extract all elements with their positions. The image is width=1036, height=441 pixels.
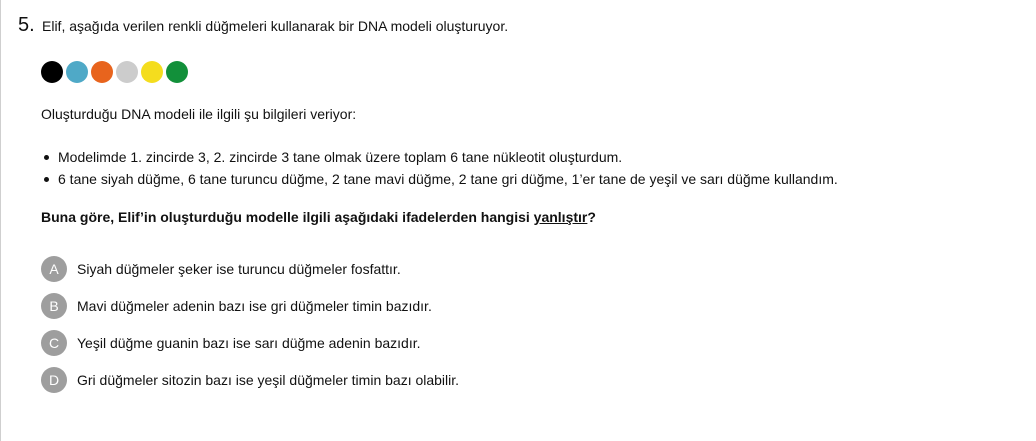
option-b[interactable] xyxy=(41,293,459,319)
list-item-text: Modelimde 1. zincirde 3, 2. zincirde 3 tane olmak üzere toplam 6 tane nükleotit oluşturdum. xyxy=(58,149,623,165)
blue-button-icon xyxy=(66,61,88,83)
green-button-icon xyxy=(166,61,188,83)
option-d[interactable] xyxy=(41,367,459,393)
yellow-button-icon xyxy=(141,61,163,83)
prompt-text: Buna göre, Elif’in oluşturduğu modelle ilgili aşağıdaki ifadelerden hangisi xyxy=(41,209,534,225)
orange-button-icon xyxy=(91,61,113,83)
question-prompt xyxy=(41,209,596,225)
black-button-icon xyxy=(41,61,63,83)
bullet-icon xyxy=(44,155,49,160)
question-header xyxy=(18,14,1016,37)
option-letter-badge[interactable]: A xyxy=(41,256,67,282)
option-text[interactable]: Siyah düğmeler şeker ise turuncu düğmeler fosfattır. xyxy=(77,261,401,277)
option-c[interactable] xyxy=(41,330,459,356)
gray-button-icon xyxy=(116,61,138,83)
option-letter-badge[interactable]: D xyxy=(41,367,67,393)
prompt-emphasis: yanlıştır xyxy=(533,209,588,225)
color-buttons xyxy=(41,61,188,83)
question-number: 5. xyxy=(18,14,35,36)
bullet-icon xyxy=(44,177,49,182)
list-item-text: 6 tane siyah düğme, 6 tane turuncu düğme, 2 tane mavi düğme, 2 tane gri düğme, 1’er tane de yeşil ve sarı düğme kullandım. xyxy=(58,171,838,187)
option-letter-badge[interactable]: C xyxy=(41,330,67,356)
option-text[interactable]: Mavi düğmeler adenin bazı ise gri düğmeler timin bazıdır. xyxy=(77,298,432,314)
answer-options xyxy=(41,256,459,404)
option-text[interactable]: Yeşil düğme guanin bazı ise sarı düğme adenin bazıdır. xyxy=(77,335,421,351)
info-list xyxy=(41,146,838,190)
question-stem: Elif, aşağıda verilen renkli düğmeleri kullanarak bir DNA modeli oluşturuyor. xyxy=(42,18,509,34)
option-a[interactable] xyxy=(41,256,459,282)
intro-text: Oluşturduğu DNA modeli ile ilgili şu bilgileri veriyor: xyxy=(41,106,357,122)
list-item xyxy=(41,146,838,168)
prompt-end: ? xyxy=(587,209,596,225)
option-text[interactable]: Gri düğmeler sitozin bazı ise yeşil düğmeler timin bazı olabilir. xyxy=(77,372,460,388)
left-border xyxy=(0,0,1,441)
option-letter-badge[interactable]: B xyxy=(41,293,67,319)
list-item xyxy=(41,168,838,190)
